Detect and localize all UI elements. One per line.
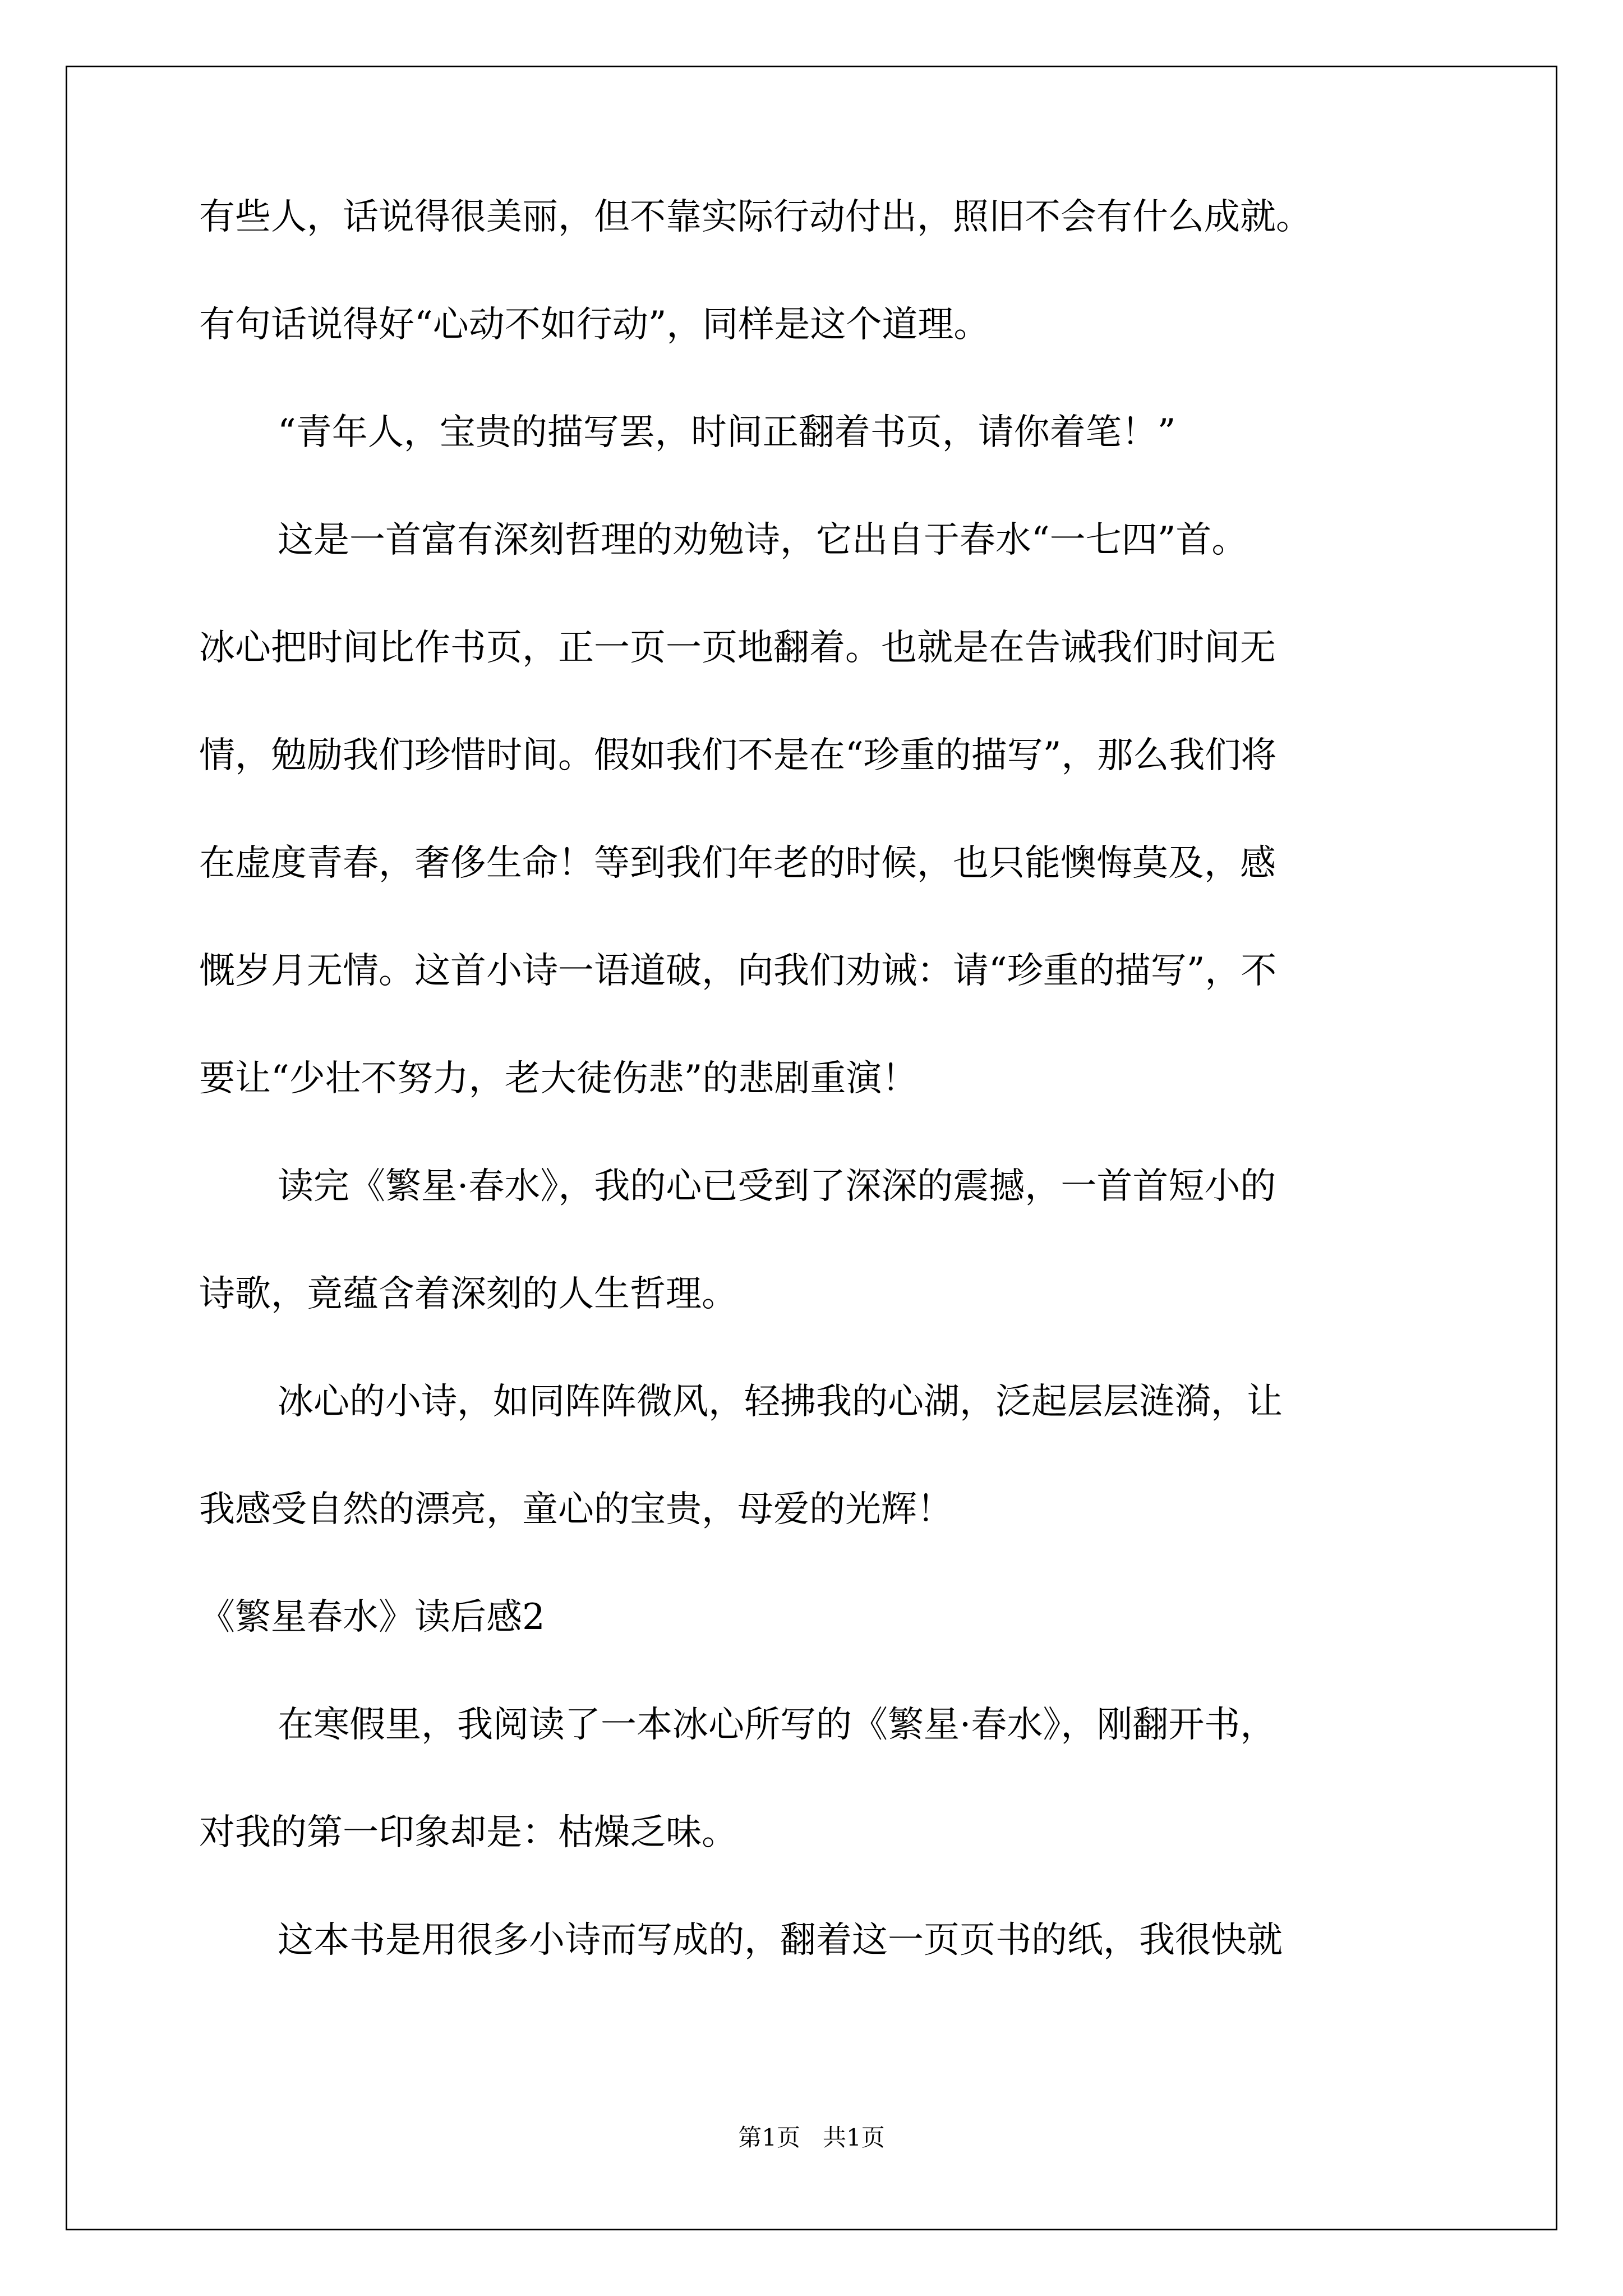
text-line: 我感受自然的漂亮，童心的宝贵，母爱的光辉！ — [199, 1489, 953, 1530]
text-line: 慨岁月无情。这首小诗一语道破，向我们劝诫：请“珍重的描写”，不 — [199, 950, 1277, 992]
text-line: 在寒假里，我阅读了一本冰心所写的《繁星·春水》，刚翻开书， — [278, 1704, 1276, 1746]
text-line: 这是一首富有深刻哲理的劝勉诗，它出自于春水“一七四”首。 — [278, 519, 1248, 561]
text-line: 情，勉励我们珍惜时间。假如我们不是在“珍重的描写”，那么我们将 — [199, 735, 1277, 776]
section-heading: 《繁星春水》读后感2 — [199, 1596, 545, 1638]
text-line: 要让“少壮不努力，老大徒伤悲”的悲剧重演！ — [199, 1058, 918, 1099]
text-line: 读完《繁星·春水》，我的心已受到了深深的震撼，一首首短小的 — [278, 1166, 1276, 1207]
text-line: 诗歌，竟蕴含着深刻的人生哲理。 — [199, 1273, 737, 1315]
text-line: 冰心的小诗，如同阵阵微风，轻拂我的心湖，泛起层层涟漪，让 — [278, 1381, 1283, 1423]
text-line: 有些人，话说得很美丽，但不靠实际行动付出，照旧不会有什么成就。 — [199, 196, 1312, 238]
text-line: 这本书是用很多小诗而写成的，翻着这一页页书的纸，我很快就 — [278, 1920, 1283, 1961]
text-line: “青年人，宝贵的描写罢，时间正翻着书页，请你着笔！” — [278, 412, 1176, 453]
text-line: 有句话说得好“心动不如行动”，同样是这个道理。 — [199, 304, 990, 346]
text-line: 在虚度青春，奢侈生命！等到我们年老的时候，也只能懊悔莫及，感 — [199, 843, 1276, 884]
page-number-footer: 第1页 共1页 — [738, 2124, 885, 2151]
text-line: 冰心把时间比作书页，正一页一页地翻着。也就是在告诫我们时间无 — [199, 627, 1276, 669]
document-body — [199, 196, 1461, 1961]
text-line: 对我的第一印象却是：枯燥乏味。 — [199, 1812, 737, 1853]
